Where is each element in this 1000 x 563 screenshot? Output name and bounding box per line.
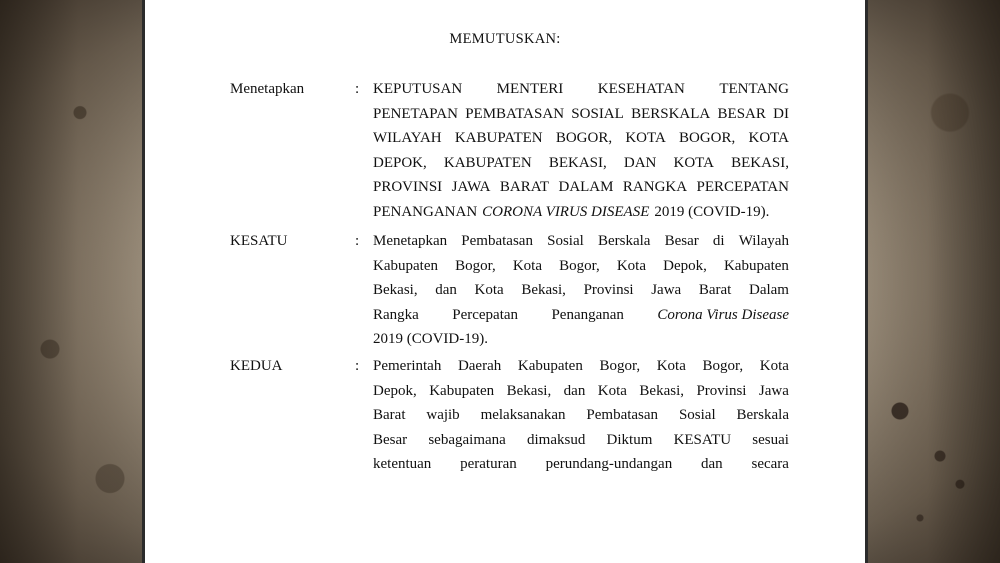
text-line [373,151,789,176]
word: Barat [373,407,406,423]
section-body [373,77,789,224]
word: Kota [597,382,627,399]
word: PEMBATASAN [465,105,565,122]
text-line [373,77,789,102]
text-line [373,303,789,328]
text-line [373,379,789,404]
word: PROVINSI [373,179,443,195]
word: Bekasi, [521,282,566,298]
word: DAN [623,154,657,171]
word: BEKASI, [548,154,607,171]
text-line [373,354,789,379]
section-label: KESATU [230,233,288,249]
word: BESAR [717,105,766,122]
word: Bekasi, [639,382,684,399]
text-line [373,126,789,151]
word: KEPUTUSAN [373,81,463,97]
section-body [373,229,789,352]
word: DI [773,105,789,122]
decision-heading: MEMUTUSKAN: [449,31,561,47]
word: ketentuan [373,456,432,472]
word: Berskala [597,233,651,249]
text-line: 2019 (COVID-19). [373,331,488,347]
text-line [373,278,789,303]
word: Bogor, [559,257,600,274]
word: Bekasi, [506,382,552,399]
word: Kota [512,257,542,274]
word: Barat [698,282,732,298]
text-line [373,254,789,279]
text-line [373,428,789,453]
word: Depok, [663,257,707,274]
word: KOTA [625,130,666,146]
word: dimaksud [527,431,586,448]
word: di [712,233,725,249]
text-line [373,229,789,254]
section-colon: : [355,81,360,97]
text-line [373,200,789,225]
word: dan [701,456,723,472]
word: Dalam [748,282,789,298]
text-segment: Penanganan [551,306,624,323]
word: Jawa [651,282,682,298]
word: Pembatasan [586,407,659,423]
word: DALAM [558,179,614,195]
word: secara [751,456,789,472]
text-segment: Percepatan [452,306,519,323]
word: Daerah [457,358,502,374]
word: Diktum [606,431,653,448]
section-label: Menetapkan [230,81,305,97]
word: wajib [426,407,460,423]
grunge-background-left [0,0,142,563]
word: DEPOK, [373,154,427,171]
word: WILAYAH [373,130,442,146]
word: Sosial [547,233,584,249]
word: JAWA [451,179,491,195]
word: Sosial [678,407,716,423]
word: Pembatasan [461,233,533,249]
word: KESATU [673,431,732,448]
word: KABUPATEN [454,130,543,146]
text-segment: PENANGANAN [373,203,478,220]
word: perundang-undangan [545,456,673,472]
word: Kota [759,358,789,374]
word: Wilayah [738,233,789,249]
word: TENTANG [719,81,789,97]
word: Besar [664,233,699,249]
word: Besar [373,431,408,448]
word: Kabupaten [373,257,438,274]
word: Pemerintah [373,358,442,374]
section-colon: : [355,358,360,374]
text-line [373,102,789,127]
word: sebagaimana [428,431,506,448]
word: Jawa [758,382,789,399]
word: peraturan [460,456,517,472]
word: BOGOR, [679,130,736,146]
word: KOTA [673,154,714,171]
word: Kabupaten [517,358,583,374]
italic-term: CORONA VIRUS DISEASE [482,203,650,220]
word: MENTERI [496,81,564,97]
word: KESEHATAN [597,81,685,97]
word: sesuai [752,431,789,448]
word: melaksanakan [480,407,566,423]
word: Kota [656,358,686,374]
word: Kota [616,257,647,274]
word: BEKASI, [731,154,789,171]
text-segment: Rangka [373,306,419,323]
word: BARAT [499,179,550,195]
word: Provinsi [696,382,747,399]
document-page [142,0,868,563]
word: Provinsi [583,282,634,298]
word: PENETAPAN [373,105,458,122]
word: dan [435,282,457,298]
word: Kabupaten [723,257,789,274]
word: KABUPATEN [443,154,532,171]
word: PERCEPATAN [696,179,789,195]
word: Kota [474,282,504,298]
word: Kabupaten [429,382,495,399]
text-line [373,452,789,477]
word: RANGKA [622,179,688,195]
section-body [373,354,789,477]
section-colon: : [355,233,360,249]
section-label: KEDUA [230,358,283,374]
word: Menetapkan [373,233,448,249]
word: SOSIAL [571,105,624,122]
word: Bekasi, [373,282,418,298]
italic-term: Corona Virus Disease [657,306,789,323]
text-segment: 2019 (COVID-19). [654,203,770,220]
word: BOGOR, [555,130,613,146]
text-line [373,403,789,428]
word: dan [563,382,586,399]
word: Depok, [373,382,417,399]
text-line [373,175,789,200]
word: Bogor, [599,358,641,374]
grunge-background-right [868,0,1000,563]
word: BERSKALA [631,105,711,122]
word: Berskala [736,407,789,423]
word: KOTA [748,130,789,146]
word: Bogor, [702,358,744,374]
word: Bogor, [455,257,496,274]
